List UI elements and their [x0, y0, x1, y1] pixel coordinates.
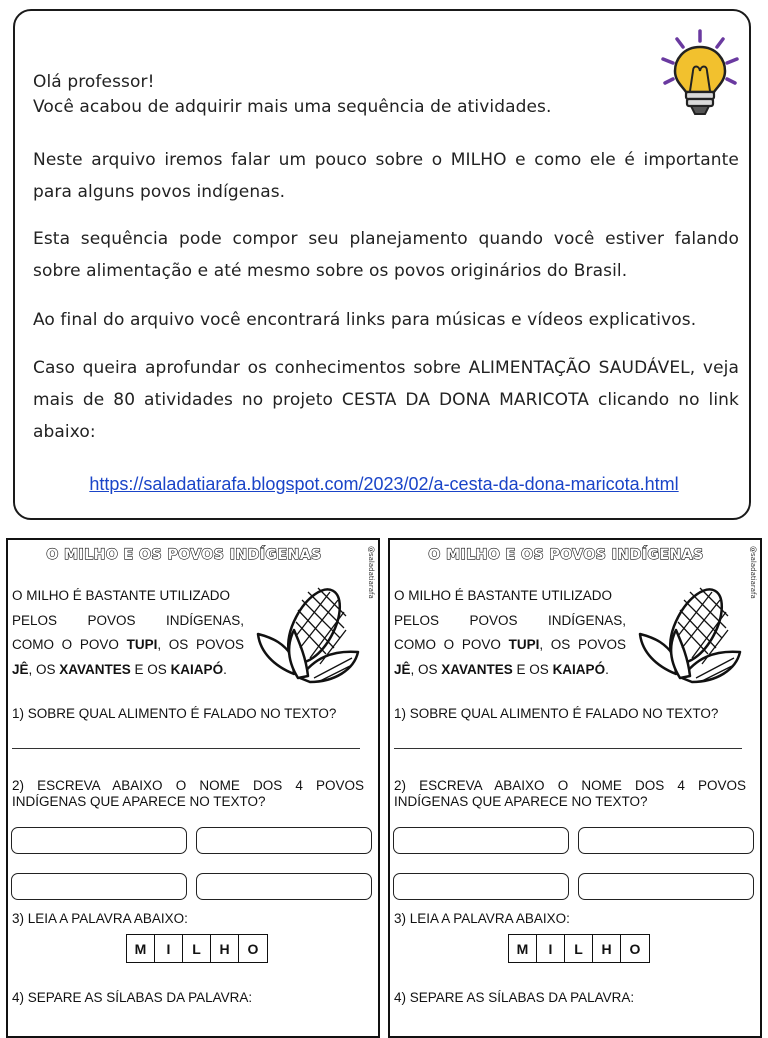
intro-paragraph-4: Caso queira aprofundar os conhecimentos sobre ALIMENTAÇÃO SAUDÁVEL, veja mais de 80 atividades no projeto CESTA DA DONA MARICOTA clicando no link abaixo:	[33, 358, 739, 442]
people-tupi: TUPI	[508, 637, 540, 652]
intro-line: PELOS POVOS INDÍGENAS,	[12, 612, 244, 628]
letter-cell: H	[211, 935, 239, 962]
corn-illustration	[254, 578, 366, 688]
people-je: JÊ	[12, 661, 29, 677]
lightbulb-icon	[655, 27, 745, 119]
author-handle: @saladatiarafa	[367, 546, 375, 599]
answer-line[interactable]	[394, 748, 742, 749]
question-3: 3) LEIA A PALAVRA ABAIXO:	[12, 911, 188, 926]
answer-box[interactable]	[578, 873, 754, 900]
people-je: JÊ	[394, 661, 411, 677]
word-letter-grid	[508, 934, 650, 963]
word-letter-grid	[126, 934, 268, 963]
people-xavantes: XAVANTES	[59, 661, 131, 677]
intro-greeting: Olá professor!	[33, 72, 155, 92]
answer-box[interactable]	[578, 827, 754, 854]
intro-line: JÊ, OS XAVANTES E OS KAIAPÓ.	[12, 661, 227, 677]
letter-cell: M	[127, 935, 155, 962]
letter-cell: I	[537, 935, 565, 962]
question-3: 3) LEIA A PALAVRA ABAIXO:	[394, 911, 570, 926]
worksheet-left	[6, 538, 380, 1038]
question-2: 2) ESCREVA ABAIXO O NOME DOS 4 POVOS INDÍGENAS QUE APARECE NO TEXTO?	[394, 778, 746, 809]
people-kaiapo: KAIAPÓ	[170, 661, 224, 677]
answer-line[interactable]	[12, 748, 360, 749]
maricota-link[interactable]: https://saladatiarafa.blogspot.com/2023/02/a-cesta-da-dona-maricota.html	[89, 474, 679, 494]
intro-line: O MILHO É BASTANTE UTILIZADO	[394, 588, 613, 603]
answer-box[interactable]	[196, 873, 372, 900]
answer-box[interactable]	[393, 873, 569, 900]
worksheet-title: O MILHO E OS POVOS INDÍGENAS	[428, 547, 704, 563]
question-2: 2) ESCREVA ABAIXO O NOME DOS 4 POVOS INDÍGENAS QUE APARECE NO TEXTO?	[12, 778, 364, 809]
letter-cell: O	[247, 940, 259, 957]
intro-line: PELOS POVOS INDÍGENAS,	[394, 612, 626, 628]
author-handle: @saladatiarafa	[749, 546, 757, 599]
question-4: 4) SEPARE AS SÍLABAS DA PALAVRA:	[394, 990, 635, 1005]
people-xavantes: XAVANTES	[441, 661, 513, 677]
letter-cell: L	[183, 935, 211, 962]
answer-box[interactable]	[11, 873, 187, 900]
answer-box[interactable]	[11, 827, 187, 854]
worksheet-right	[388, 538, 762, 1038]
answer-box[interactable]	[196, 827, 372, 854]
intro-line: COMO O POVO TUPI, OS POVOS	[394, 637, 626, 652]
intro-line: O MILHO É BASTANTE UTILIZADO	[12, 588, 231, 603]
people-tupi: TUPI	[126, 637, 158, 652]
question-1: 1) SOBRE QUAL ALIMENTO É FALADO NO TEXTO?	[12, 706, 337, 721]
corn-illustration	[636, 578, 748, 688]
intro-paragraph-1: Neste arquivo iremos falar um pouco sobre o MILHO e como ele é importante para alguns povos indígenas.	[33, 150, 739, 202]
intro-paragraph-3: Ao final do arquivo você encontrará links para músicas e vídeos explicativos.	[33, 310, 697, 330]
people-kaiapo: KAIAPÓ	[552, 661, 606, 677]
answer-box[interactable]	[393, 827, 569, 854]
letter-cell: I	[155, 935, 183, 962]
worksheet-intro	[394, 584, 626, 682]
question-4: 4) SEPARE AS SÍLABAS DA PALAVRA:	[12, 990, 253, 1005]
worksheet-title: O MILHO E OS POVOS INDÍGENAS	[46, 547, 322, 563]
letter-cell: H	[593, 935, 621, 962]
letter-cell: O	[629, 940, 641, 957]
letter-cell: L	[565, 935, 593, 962]
question-1: 1) SOBRE QUAL ALIMENTO É FALADO NO TEXTO?	[394, 706, 719, 721]
letter-cell: M	[509, 935, 537, 962]
intro-paragraph-2: Esta sequência pode compor seu planejamento quando você estiver falando sobre alimentação e até mesmo sobre os povos originários do Brasil.	[33, 229, 739, 281]
intro-line1: Você acabou de adquirir mais uma sequência de atividades.	[33, 97, 552, 117]
intro-line: COMO O POVO TUPI, OS POVOS	[12, 637, 244, 652]
intro-line: JÊ, OS XAVANTES E OS KAIAPÓ.	[394, 661, 609, 677]
worksheet-intro	[12, 584, 244, 682]
intro-card	[13, 9, 751, 520]
